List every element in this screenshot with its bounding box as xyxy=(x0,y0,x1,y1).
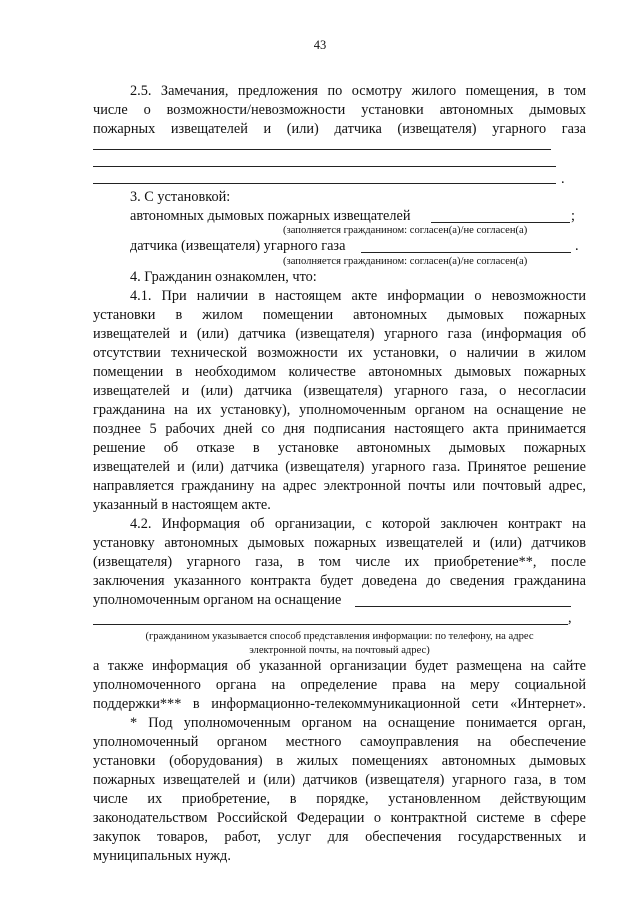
footnote-line: законодательством Российской Федерации о контрактной системе в сфере xyxy=(93,810,586,826)
text-line: ; xyxy=(571,208,575,224)
smoke-detector-consent-field[interactable] xyxy=(431,222,570,223)
text-line: 4.1. При наличии в настоящем акте информации о невозможности xyxy=(130,288,586,304)
info-method-field[interactable] xyxy=(355,606,571,607)
footnote-line: числе их приобретение, в порядке, установленном действующим xyxy=(93,791,586,807)
text-line: гражданина на их установку), уполномоченным органом на оснащение не xyxy=(93,402,586,418)
footnote-line: муниципальных нужд. xyxy=(93,848,231,864)
section-heading: 4. Гражданин ознакомлен, что: xyxy=(130,269,317,285)
text-line: автономных дымовых пожарных извещателей xyxy=(130,208,411,224)
text-line: установки в жилом помещении автономных дымовых пожарных xyxy=(93,307,586,323)
text-line: указанный в настоящем акте. xyxy=(93,497,271,513)
text-line: (извещателя) угарного газа, в том числе их приобретение**, после xyxy=(93,554,586,570)
text-line: датчика (извещателя) угарного газа xyxy=(130,238,346,254)
text-line: уполномоченным органом на оснащение xyxy=(93,592,342,608)
text-line: . xyxy=(561,171,565,187)
text-line: пожарных извещателей и (или) датчика (извещателя) угарного газа xyxy=(93,121,586,137)
text-line: извещателей и (или) датчика (извещателя) угарного газа (информация об xyxy=(93,326,586,342)
text-line: 4.2. Информация об организации, с которой заключен контракт на xyxy=(130,516,586,532)
page-number: 43 xyxy=(313,38,327,52)
text-line: решение об отказе в установке автономных дымовых пожарных xyxy=(93,440,586,456)
text-line: числе о возможности/невозможности установки автономных дымовых xyxy=(93,102,586,118)
fill-line[interactable] xyxy=(93,183,556,184)
text-line: . xyxy=(575,238,579,254)
co-detector-consent-field[interactable] xyxy=(361,252,571,253)
field-hint: электронной почты, на почтовый адрес) xyxy=(249,645,430,656)
text-line: уполномоченного органа на определение права на меру социальной xyxy=(93,677,586,693)
text-line: 2.5. Замечания, предложения по осмотру жилого помещения, в том xyxy=(130,83,586,99)
text-line: установку автономных дымовых пожарных извещателей и (или) датчиков xyxy=(93,535,586,551)
text-line: позднее 5 рабочих дней со дня подписания настоящего акта принимается xyxy=(93,421,586,437)
text-line: отсутствии технической возможности их установки, о наличии в жилом xyxy=(93,345,586,361)
info-method-field-cont[interactable] xyxy=(93,624,568,625)
footnote-line: * Под уполномоченным органом на оснащение понимается орган, xyxy=(130,715,586,731)
text-line: направляется гражданину на адрес электронной почты или почтовый адрес, xyxy=(93,478,586,494)
text-line: помещении в необходимом количестве автономных дымовых пожарных xyxy=(93,364,586,380)
text-line: заключения указанного контракта будет доведена до сведения гражданина xyxy=(93,573,586,589)
field-hint: (гражданином указывается способ представления информации: по телефону, на адрес xyxy=(145,631,534,642)
footnote-line: закупок товаров, работ, услуг для обеспечения государственных и xyxy=(93,829,586,845)
text-line: извещателей и (или) датчика (извещателя) угарного газа. Принятое решение xyxy=(93,459,586,475)
fill-line[interactable] xyxy=(93,149,551,150)
field-hint: (заполняется гражданином: согласен(а)/не согласен(а) xyxy=(283,225,528,236)
text-line: а также информация об указанной организации будет размещена на сайте xyxy=(93,658,586,674)
text-line: извещателей и (или) датчика (извещателя) угарного газа, о несогласии xyxy=(93,383,586,399)
footnote-line: пожарных извещателей и (или) датчиков (извещателя) угарного газа, в том xyxy=(93,772,586,788)
footnote-line: установки (оборудования) в жилых помещениях автономных дымовых xyxy=(93,753,586,769)
footnote-line: уполномоченный органом местного самоуправления на обеспечение xyxy=(93,734,586,750)
fill-line[interactable] xyxy=(93,166,556,167)
text-line: , xyxy=(568,610,572,626)
field-hint: (заполняется гражданином: согласен(а)/не согласен(а) xyxy=(283,256,528,267)
text-line: поддержки*** в информационно-телекоммуникационной сети «Интернет». xyxy=(93,696,586,712)
section-heading: 3. С установкой: xyxy=(130,189,231,205)
